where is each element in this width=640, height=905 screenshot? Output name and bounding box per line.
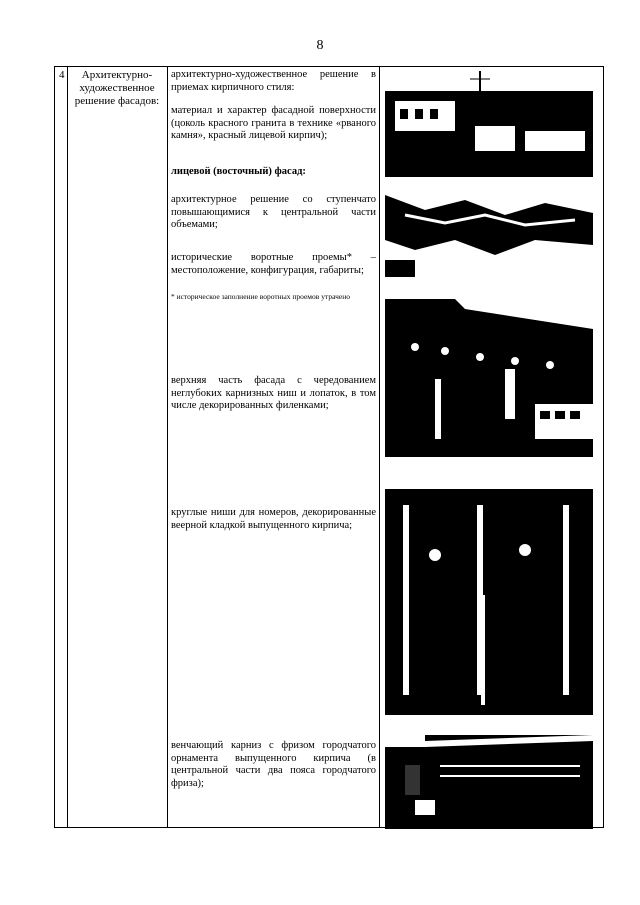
row-title: Архитектурно-художественное решение фасадов: — [74, 69, 160, 107]
photo-cornice — [385, 735, 593, 829]
row-number: 4 — [59, 69, 65, 81]
paragraph-gates: исторические воротные проемы* – местоположение, конфигурация, габариты; — [171, 252, 376, 276]
paragraph-material: материал и характер фасадной поверхности (цоколь красного гранита в технике «рваного камня», красный лицевой кирпич); — [171, 105, 376, 141]
column-divider — [379, 67, 380, 827]
column-divider — [67, 67, 68, 827]
photo-round-niches — [385, 475, 593, 715]
paragraph-style: архитектурно-художественное решение в приемах кирпичного стиля: — [171, 69, 376, 93]
photo-upper-facade — [385, 299, 593, 457]
paragraph-volumes: архитектурное решение со ступенчато повышающимися к центральной части объемами; — [171, 194, 376, 230]
footnote: * историческое заполнение воротных проемов утрачено — [171, 292, 350, 301]
paragraph-round-niches: круглые ниши для номеров, декорированные веерной кладкой выпущенного кирпича; — [171, 507, 376, 531]
photo-facade-fragment — [385, 185, 593, 277]
paragraph-cornice: венчающий карниз с фризом городчатого орнамента выпущенного кирпича (в центральной части два пояса городчатого фриза); — [171, 740, 376, 789]
table — [54, 66, 604, 828]
photo-building-overview — [385, 71, 593, 177]
paragraph-upper-facade: верхняя часть фасада с чередованием неглубоких карнизных ниш и лопаток, в том числе декорированных филенками; — [171, 375, 376, 411]
page-number: 8 — [316, 38, 324, 53]
column-divider — [167, 67, 168, 827]
paragraph-east-facade: лицевой (восточный) фасад: — [171, 166, 306, 177]
